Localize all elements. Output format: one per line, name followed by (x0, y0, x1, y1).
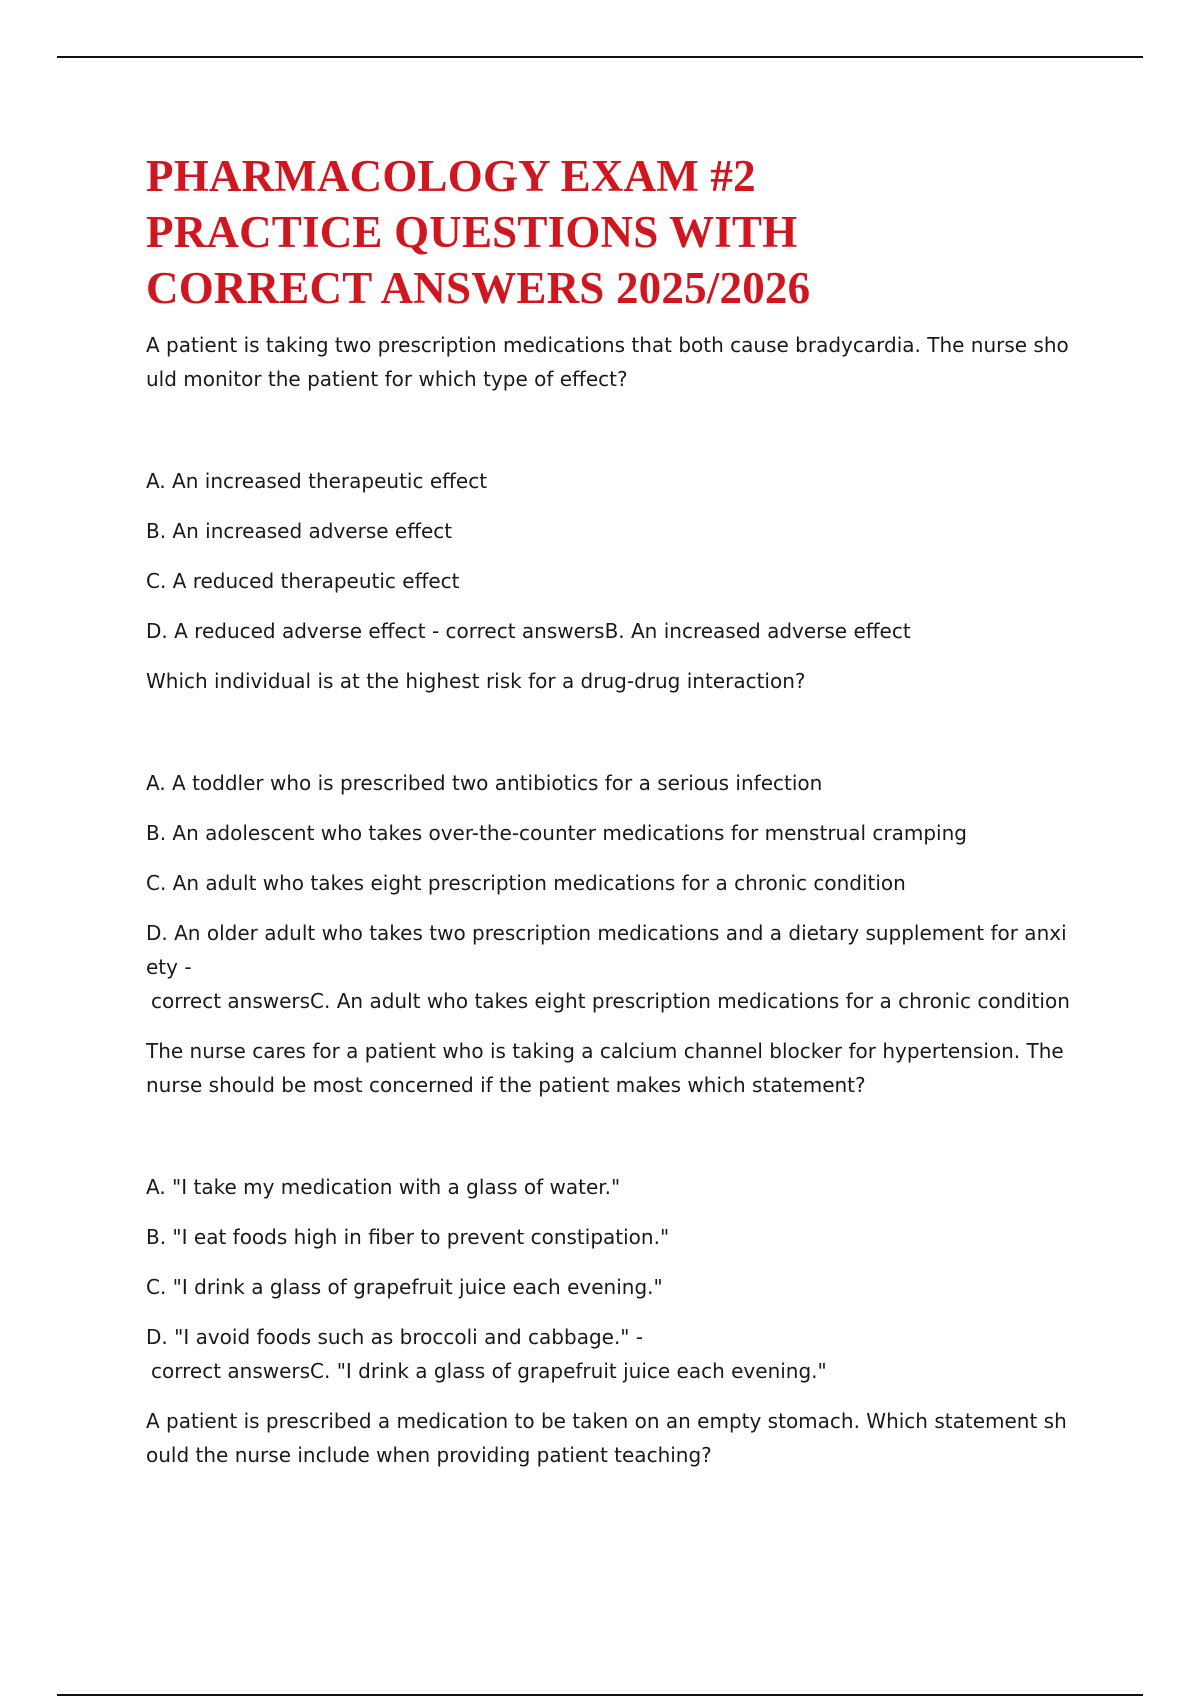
question-2-option-a: A. A toddler who is prescribed two antibiotics for a serious infection (146, 771, 823, 795)
title-line: PHARMACOLOGY EXAM #2 (146, 151, 756, 201)
question-3-option-a: A. "I take my medication with a glass of water." (146, 1175, 621, 1199)
header-rule (57, 56, 1143, 58)
question-3-option-b: B. "I eat foods high in fiber to prevent constipation." (146, 1225, 670, 1249)
question-2-option-d: D. An older adult who takes two prescription medications and a dietary supplement for anxi ety - (146, 921, 1067, 979)
question-2-option-b: B. An adolescent who takes over-the-counter medications for menstrual cramping (146, 821, 967, 845)
document-title (146, 148, 1066, 316)
question-3-stem: The nurse cares for a patient who is taking a calcium channel blocker for hypertension. The nurse should be most concerned if the patient makes which statement? (146, 1039, 1064, 1097)
question-2-option-c: C. An adult who takes eight prescription medications for a chronic condition (146, 871, 906, 895)
question-2-stem: Which individual is at the highest risk for a drug-drug interaction? (146, 669, 806, 693)
question-1-option-c: C. A reduced therapeutic effect (146, 569, 460, 593)
question-3-option-d: D. "I avoid foods such as broccoli and cabbage." - (146, 1325, 644, 1349)
question-2-answer: correct answersC. An adult who takes eight prescription medications for a chronic condition (151, 989, 1070, 1013)
question-1-stem: A patient is taking two prescription medications that both cause bradycardia. The nurse sho uld monitor the patient for which type of effect? (146, 333, 1069, 391)
question-3-answer: correct answersC. "I drink a glass of grapefruit juice each evening." (151, 1359, 827, 1383)
question-3-option-c: C. "I drink a glass of grapefruit juice each evening." (146, 1275, 663, 1299)
question-1-option-a: A. An increased therapeutic effect (146, 469, 488, 493)
question-1-option-d: D. A reduced adverse effect - correct answersB. An increased adverse effect (146, 619, 911, 643)
question-1-option-b: B. An increased adverse effect (146, 519, 453, 543)
title-line: CORRECT ANSWERS 2025/2026 (146, 263, 811, 313)
footer-rule (57, 1694, 1143, 1696)
question-4-stem: A patient is prescribed a medication to be taken on an empty stomach. Which statement sh ould the nurse include when providing patient teaching? (146, 1409, 1067, 1467)
document-body (146, 148, 1070, 1472)
title-line: PRACTICE QUESTIONS WITH (146, 207, 798, 257)
